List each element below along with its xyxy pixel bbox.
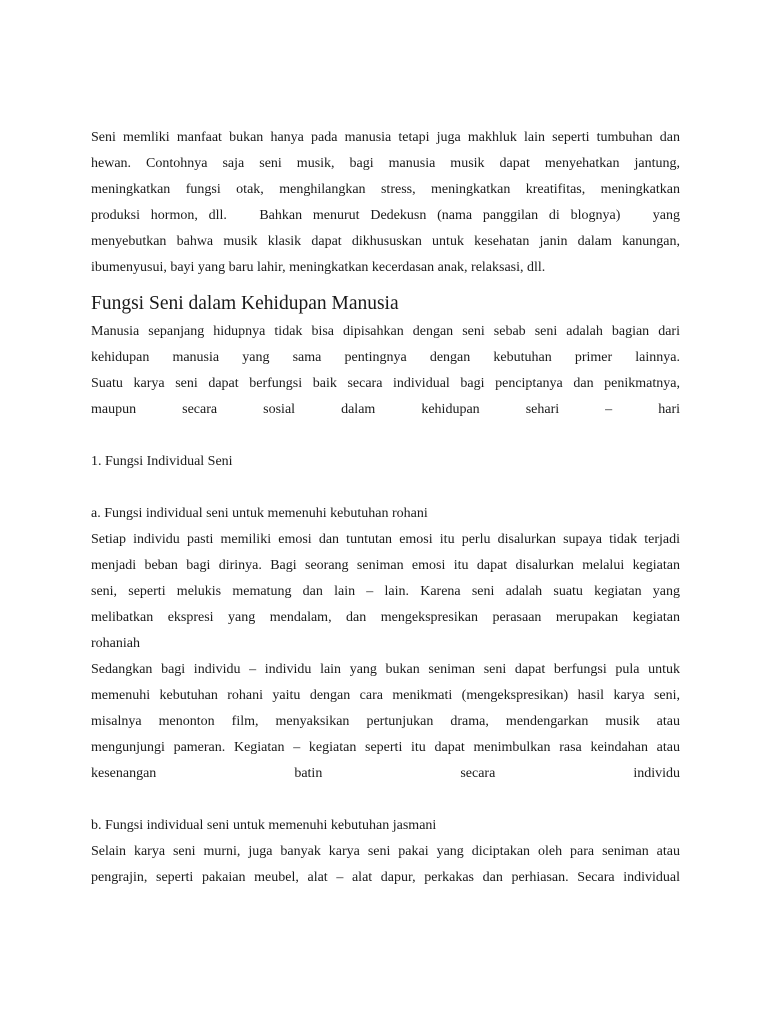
paragraph-functions [91, 319, 680, 423]
text-line: menyebutkan bahwa musik klasik dapat dikhususkan untuk kesehatan janin dalam kanungan, [91, 234, 680, 249]
text-line: Selain karya seni murni, juga banyak karya seni pakai yang diciptakan oleh para seniman atau [91, 844, 680, 859]
text-line: Manusia sepanjang hidupnya tidak bisa dipisahkan dengan seni sebab seni adalah bagian dari [91, 324, 680, 339]
text-line: rohaniah [91, 636, 140, 651]
text-line: seni, seperti melukis mematung dan lain – lain. Karena seni adalah suatu kegiatan yang [91, 584, 680, 599]
spacer [91, 475, 680, 501]
document-page [91, 125, 680, 891]
text-line: misalnya menonton film, menyaksikan pertunjukan drama, mendengarkan musik atau [91, 714, 680, 729]
text-line: hewan. Contohnya saja seni musik, bagi manusia musik dapat menyehatkan jantung, [91, 156, 680, 171]
text-line: pengrajin, seperti pakaian meubel, alat – alat dapur, perkakas dan perhiasan. Secara individual [91, 870, 680, 885]
spacer [91, 423, 680, 449]
subsection-title: b. Fungsi individual seni untuk memenuhi kebutuhan jasmani [91, 818, 437, 833]
text-line: kehidupan manusia yang sama pentingnya dengan kebutuhan primer lainnya. [91, 350, 680, 365]
text-line: kesenangan batin secara individu [91, 766, 680, 781]
spacer [91, 787, 680, 813]
text-line: melibatkan ekspresi yang mendalam, dan mengekspresikan perasaan merupakan kegiatan [91, 610, 680, 625]
text-line: menjadi beban bagi dirinya. Bagi seorang seniman emosi itu dapat disalurkan melalui kegiatan [91, 558, 680, 573]
text-line: Suatu karya seni dapat berfungsi baik secara individual bagi penciptanya dan penikmatnya, [91, 376, 680, 391]
text-line: meningkatkan fungsi otak, menghilangkan stress, meningkatkan kreatifitas, meningkatkan [91, 182, 680, 197]
text-line: memenuhi kebutuhan rohani yaitu dengan cara menikmati (mengekspresikan) hasil karya seni, [91, 688, 680, 703]
text-line: Setiap individu pasti memiliki emosi dan tuntutan emosi itu perlu disalurkan supaya tidak terjadi [91, 532, 680, 547]
text-line: produksi hormon, dll. Bahkan menurut Dedekusn (nama panggilan di blognya) yang [91, 208, 680, 223]
section-heading: Fungsi Seni dalam Kehidupan Manusia [91, 293, 399, 314]
text-line: Sedangkan bagi individu – individu lain yang bukan seniman seni dapat berfungsi pula untuk [91, 662, 680, 677]
text-line: maupun secara sosial dalam kehidupan sehari – hari [91, 402, 680, 417]
numbered-heading: 1. Fungsi Individual Seni [91, 454, 233, 469]
subsection-jasmani [91, 813, 680, 891]
subsection-rohani [91, 501, 680, 787]
subsection-title: a. Fungsi individual seni untuk memenuhi kebutuhan rohani [91, 506, 428, 521]
text-line: ibumenyusui, bayi yang baru lahir, meningkatkan kecerdasan anak, relaksasi, dll. [91, 260, 546, 275]
paragraph-intro [91, 125, 680, 281]
text-line: mengunjungi pameran. Kegiatan – kegiatan seperti itu dapat menimbulkan rasa keindahan atau [91, 740, 680, 755]
text-line: Seni memliki manfaat bukan hanya pada manusia tetapi juga makhluk lain seperti tumbuhan dan [91, 130, 680, 145]
